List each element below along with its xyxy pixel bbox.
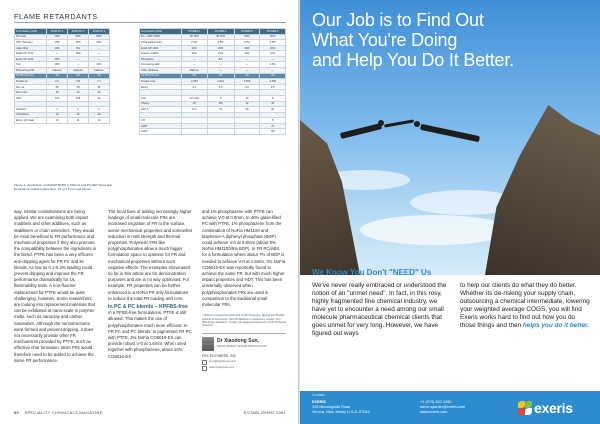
table-cell: 0.5% xyxy=(181,40,207,46)
author-organisation: FRX POLYMERS, INC xyxy=(202,353,237,358)
article-column-1 xyxy=(14,209,98,364)
table-cell: ZX00 PC 2 xyxy=(68,29,89,35)
headline-line-3: and Help You Do It Better. xyxy=(312,50,514,70)
table-cell: 3 xyxy=(89,107,110,113)
table-cell: balance xyxy=(89,68,110,74)
table-cell: V0 xyxy=(260,73,286,79)
table-cell: PC/ABS 1 xyxy=(181,29,207,35)
table-cell: Impact xyxy=(140,90,182,96)
table-cell: 20% xyxy=(234,45,260,51)
table-cell: 2,350 xyxy=(234,79,260,85)
table-cell: 2.8 xyxy=(68,101,89,107)
table-cell: 2,310 xyxy=(207,79,234,85)
table-cell: 13 xyxy=(89,90,110,96)
table-cell: ZX00 PC 1 xyxy=(47,29,68,35)
table-cell: balance xyxy=(47,68,68,74)
established-label: ESTABLISHED 1981 xyxy=(243,410,286,415)
table-cell xyxy=(234,129,260,135)
author-photo xyxy=(202,337,214,351)
table-cell: HDT A xyxy=(140,107,182,113)
page-footer xyxy=(14,410,286,415)
headline-line-1: Our Job is to Find Out xyxy=(312,10,484,30)
table-cell: 96 xyxy=(89,95,110,101)
table-cell: 15% xyxy=(47,56,68,62)
table-cell: PC/ABS 4 xyxy=(260,29,286,35)
table-cell: Izod xyxy=(140,95,182,101)
table-cell: 14 xyxy=(68,90,89,96)
table-cell: 55 xyxy=(47,84,68,90)
table-cell: 15 xyxy=(47,112,68,118)
right-advert-page xyxy=(300,0,600,424)
table-cell: 2,280 xyxy=(181,79,207,85)
figure-caption: Figure 4 - Application of MAP/PPMI/BD in PPO-Cl and PC-PET blend and Exolit flame retarded glass fiber, V0 at 1.6 mm and thinner xyxy=(14,183,112,191)
magazine-name: SPECIALITY CHEMICALS MAGAZINE xyxy=(24,410,103,415)
table-cell: V0 xyxy=(207,73,234,79)
table-cell: 15% xyxy=(68,51,89,57)
table-cell: 10 xyxy=(234,95,260,101)
table-cell: — xyxy=(234,68,260,74)
address-line-1: 105 Morningside Road xyxy=(312,405,351,409)
table-cell: V0 xyxy=(234,73,260,79)
exeris-logo xyxy=(518,398,592,418)
contact-label: Contact: xyxy=(312,393,326,397)
table-cell: Formulation (wt%) xyxy=(15,29,47,35)
table-cell: 8 xyxy=(260,95,286,101)
advert-subhead: We Know You Don't "NEED" Us xyxy=(312,268,432,277)
table-row xyxy=(15,118,110,124)
table-cell: 60.76% xyxy=(207,34,234,40)
table-cell: 0.5% xyxy=(260,40,286,46)
table-cell: 70% xyxy=(47,34,68,40)
exeris-advert xyxy=(300,0,600,424)
table-cell: UL 94 (1.6 mm) xyxy=(15,73,47,79)
table-cell: Charpy xyxy=(234,90,260,96)
table-cell: 66 xyxy=(260,107,286,113)
table-cell xyxy=(181,129,207,135)
table-cell: 15% xyxy=(68,40,89,46)
table-cell: — xyxy=(181,56,207,62)
table-cell: not rated xyxy=(181,95,207,101)
table-cell: 18 xyxy=(260,101,286,107)
table-cell: Processing Aids xyxy=(15,68,47,74)
table-cell: — xyxy=(47,51,68,57)
table-cell: — xyxy=(207,68,234,74)
table-cell: 16 xyxy=(68,112,89,118)
table-cell: 7.1 xyxy=(89,79,110,85)
table-cell: 12 xyxy=(89,118,110,124)
table-cell: 60% xyxy=(234,34,260,40)
table-cell: 72.2 xyxy=(181,107,207,113)
column-2-text-a: The focal fixes of adding increasingly higher loadings of small-molecule FRs are increased migration of FR to the surface, worse mechanical properties and somewhat reduction in melt strength and thermal properties. Polymeric FRs like polyphosphonates allow a much bigger formulation space to optimise for FR and mechanical properties without such negative effects. The examples showcased so far in this article are for demonstration purposes and are in no way optimised. For example, FR properties can be further enhanced in a NoFia FR only formulations to reduce the total FR loading and cost. xyxy=(108,209,192,301)
table-cell: — xyxy=(68,56,89,62)
column-1-text: way. Similar considerations are being applied. We are examining both impact modifiers and other additives, such as stabilisers or chain extenders. They would be most beneficial to FR performance and mechanical properties if they also promote the compatibility between the ingredients in the blend. PTFE has been a very efficient anti-dripping agent for FR PC and its blends. As low as 0.1-0.3% loading could prevent dripping and improve the FR performance dramatically for UL flammability tests. A non-fluorine replacement for PTFE would be quite challenging, however. Some researchers are looking into replacement materials that can be exfoliated at nano-scale in polymer melts, such as nanoclay and carbon nanotubes. Although the nanostructures were formed and prevent dripping, it does not necessarily provide other FR mechanisms provided by PTFE, such as effective char formation. More FRs would therefore need to be added to achieve the same FR performance. xyxy=(14,209,97,363)
right-cliff xyxy=(485,105,600,275)
table-cell: 0.5% xyxy=(260,62,286,68)
table-cell: 70 xyxy=(260,123,286,129)
table-cell: 10% xyxy=(181,51,207,57)
table-cell: 6.8 xyxy=(68,79,89,85)
headline-line-2: What You're Doing xyxy=(312,30,458,50)
table-cell: Phosphate xyxy=(140,56,182,62)
table-cell: — xyxy=(260,56,286,62)
table-cell: 80% xyxy=(68,34,89,40)
table-cell: HDT xyxy=(260,90,286,96)
table-cell: 60% xyxy=(260,34,286,40)
table-cell: PC resin xyxy=(15,34,47,40)
table-cell: 20% xyxy=(181,45,207,51)
climber-right-head xyxy=(414,121,420,127)
advert-column-2 xyxy=(460,282,592,330)
table-cell: 0.4 xyxy=(260,112,286,118)
article-column-3 xyxy=(202,209,286,371)
table-cell: 8 xyxy=(260,118,286,124)
table-cell: balance xyxy=(181,68,207,74)
table-cell: 20% xyxy=(260,45,286,51)
table-cell: 30% xyxy=(89,62,110,68)
table-cell: 11 xyxy=(68,118,89,124)
company-address xyxy=(312,400,370,415)
table-cell: 5% xyxy=(68,45,89,51)
advert-headline xyxy=(312,10,598,70)
company-name: EXERIS xyxy=(312,400,326,404)
trademark-footnote: * NoFia is a registered trademark of FRX Polymers. Special and flexible polymer environments, with FR additives or equipment, contact: Ken Weinberger Research. Contact: for equipment behaviour of FR functional Schemes xyxy=(202,314,286,328)
table-cell: 4.2 xyxy=(207,84,234,90)
formulation-table-2 xyxy=(139,28,286,135)
exeris-logo-text: exeris xyxy=(534,400,573,416)
table-cell: PPC (Ternary) xyxy=(15,40,47,46)
author-contact xyxy=(202,333,286,372)
table-cell: 105 xyxy=(68,95,89,101)
table-cell: 2 xyxy=(68,107,89,113)
table-cell: 750 xyxy=(260,129,286,135)
table-cell: 10% xyxy=(207,51,234,57)
table-cell: Impact modifier xyxy=(140,51,182,57)
table-cell: 20% xyxy=(207,45,234,51)
table-cell: 60.76% xyxy=(181,34,207,40)
table-cell: CTI xyxy=(140,118,182,124)
table-cell: V0 xyxy=(181,73,207,79)
table-cell: 0.5% xyxy=(207,40,234,46)
table-cell: 10% xyxy=(234,51,260,57)
table-cell: HDT xyxy=(15,95,47,101)
table-cell: 58 xyxy=(68,84,89,90)
cloud xyxy=(360,215,510,245)
climber-left xyxy=(340,123,382,139)
formulation-table-1 xyxy=(14,28,110,124)
table-cell: 70 xyxy=(207,107,234,113)
table-cell: Other additives xyxy=(140,68,182,74)
table-cell: V0 xyxy=(89,73,110,79)
table-cell: PTFE (dispersion) xyxy=(140,40,182,46)
table-cell: Formulation (wt%) xyxy=(140,29,182,35)
table-cell: 10 xyxy=(47,118,68,124)
table-row xyxy=(140,129,286,135)
table-cell: 10% xyxy=(47,45,68,51)
table-cell: Tensile str. xyxy=(15,79,47,85)
section-header: FLAME RETARDANTS xyxy=(14,12,98,21)
table-cell: Unnotched xyxy=(15,112,47,118)
table-cell: Notched xyxy=(15,107,47,113)
column-2-text-b: In a PFBS-free formulations, PTFE is still allowed. This makes the use of polyphosphonates much more efficient. In FR PC and PC blends. In pigmented FR PC with PTFE, 2% NoFia CO6010-EX can provide robust V-0 at 1.6mm. When used together with phosphazene, about 10% CO6010-EX xyxy=(108,310,192,359)
table-cell: 9 xyxy=(207,95,234,101)
table-cell: Exolit OP 1230 xyxy=(15,56,47,62)
company-email[interactable]: steve.sparder@exeris.com xyxy=(420,405,466,409)
table-cell: 10% xyxy=(47,62,68,68)
advert-column-1: We've never really embraced or understood the notion of an "unmet need". In fact, in this rosy, highly fragmented fine chemical industry, we have yet to encounter a need among our small molecule pharmaceutical chemical clients that goes unmet for very long. However, we have figured out ways xyxy=(312,282,447,337)
company-contacts xyxy=(420,400,465,415)
table-cell: Elong. @ break xyxy=(15,118,47,124)
table-cell: 4.0 xyxy=(234,84,260,90)
table-cell: 15 xyxy=(47,90,68,96)
climber-right xyxy=(420,124,480,142)
table-cell: 15 xyxy=(181,101,207,107)
table-cell: 59 xyxy=(89,84,110,90)
exeris-logo-icon xyxy=(518,401,532,415)
article-columns xyxy=(14,209,286,399)
table-cell: UL 94 (0.8 mm) xyxy=(140,73,182,79)
table-cell: — xyxy=(89,51,110,57)
author-website[interactable]: www.frxpolymers.com xyxy=(209,366,235,370)
column-2-subhead: In PC & PC blends – KPFBS-free xyxy=(108,304,188,311)
advert-tagline: helps you do it better. xyxy=(522,322,589,329)
advert-contact-bar xyxy=(300,391,600,424)
table-cell: 6.5 xyxy=(47,79,68,85)
table-cell: Tensile mod. xyxy=(140,79,182,85)
author-role: DEVELOPMENT SENIOR APPLICATIONS xyxy=(217,344,267,348)
table-cell: 2,390 xyxy=(260,79,286,85)
table-cell: 10% xyxy=(260,51,286,57)
table-cell: PC + ABS 70/30 xyxy=(140,34,182,40)
table-cell: Unnotched xyxy=(207,90,234,96)
table-cell: 2 xyxy=(47,107,68,113)
left-cliff xyxy=(300,120,360,275)
column-3-text: and 1% phosphazene with PTFE can achieve V-0 at 0.8mm. In 40% glass-filled PC with PTFE, 1% phosphazene from the combination of NoFia HM1100 and bisphenol-A diphenyl phosphate (BDP) could achieve V-0 at 0.8mm (about 5% NoFia HM1100/5% BDP). In FR PC/ABS, for a formulation where about 7% of BDP is needed to achieve V-0 at 1.6mm, 3% NoFia CO6010-EX was reportedly found to achieve the same FR, but with much higher impact properties and HDT. This has been universally observed when polyphosphonates FRs are used in comparison to the traditional small molecular FRs. xyxy=(202,209,286,308)
table-cell: 20% xyxy=(47,40,68,46)
company-phone[interactable]: +1 (973) 452-1260 xyxy=(420,400,452,404)
table-cell: ZX00 PC 3 xyxy=(89,29,110,35)
table-cell: 4.5 xyxy=(181,84,207,90)
table-cell: — xyxy=(207,62,234,68)
address-line-2: Verona, New Jersey U.S.A. 07044 xyxy=(312,410,370,414)
advert-column-2-text: to help our clients do what they do better. Whether its de-risking your supply chain, outsourcing a chemical intermediate, lowering your weighted average COGS, you will find Exeris works hard to find out how you do those things and then xyxy=(460,282,590,329)
table-cell: Elong. xyxy=(140,84,182,90)
table-cell: Charpy xyxy=(140,101,182,107)
article-column-2 xyxy=(108,209,192,360)
table-cell: 3.0 xyxy=(89,101,110,107)
table-cell: 83% xyxy=(89,34,110,40)
page-number: 60 xyxy=(14,410,20,415)
table-cell: Exolit OP 1400 xyxy=(140,45,182,51)
table-cell: — xyxy=(234,56,260,62)
author-email[interactable]: xsun@frxpolymers.com xyxy=(209,360,237,364)
table-cell: 150 xyxy=(207,101,234,107)
web-icon xyxy=(202,366,207,371)
table-cell: Other xyxy=(140,112,182,118)
table-cell: 68 xyxy=(234,107,260,113)
table-cell: V0 xyxy=(47,73,68,79)
table-cell: 20 xyxy=(89,112,110,118)
table-cell: PC/ABS 2 xyxy=(207,29,234,35)
table-cell: Exolit OP 1312 xyxy=(15,51,47,57)
table-cell: Flex str. xyxy=(15,84,47,90)
table-cell: Talc xyxy=(15,62,47,68)
table-cell: — xyxy=(89,45,110,51)
table-cell: Processing aids xyxy=(140,62,182,68)
table-cell: Impact xyxy=(15,101,47,107)
table-cell: — xyxy=(234,62,260,68)
table-cell: PC/ABS 3 xyxy=(234,29,260,35)
table-cell: 0.5% xyxy=(234,40,260,46)
table-cell xyxy=(207,129,234,135)
table-cell: — xyxy=(181,62,207,68)
table-cell: balance xyxy=(68,68,89,74)
email-icon xyxy=(202,360,207,365)
table-cell: Notched xyxy=(181,90,207,96)
table-cell: GWIT xyxy=(140,123,182,129)
table-cell: — xyxy=(68,62,89,68)
table-cell: — xyxy=(89,56,110,62)
climber-left-arm xyxy=(384,119,414,127)
company-website[interactable]: www.exeris.com xyxy=(420,410,448,414)
table-cell: 12 xyxy=(234,101,260,107)
table-cell: 15% xyxy=(89,40,110,46)
table-cell: 8% xyxy=(207,56,234,62)
table-cell: Flex mod. xyxy=(15,90,47,96)
header-rule xyxy=(14,22,286,23)
table-cell: 2.6 xyxy=(47,101,68,107)
author-name: Dr Xiaodong Sun, xyxy=(217,337,259,344)
table-cell: V0 xyxy=(68,73,89,79)
table-cell: GWFI xyxy=(140,129,182,135)
table-cell: 3.9 xyxy=(260,84,286,90)
table-cell: — xyxy=(260,68,286,74)
table-cell: 110 xyxy=(47,95,68,101)
table-cell: Glass fiber xyxy=(15,45,47,51)
